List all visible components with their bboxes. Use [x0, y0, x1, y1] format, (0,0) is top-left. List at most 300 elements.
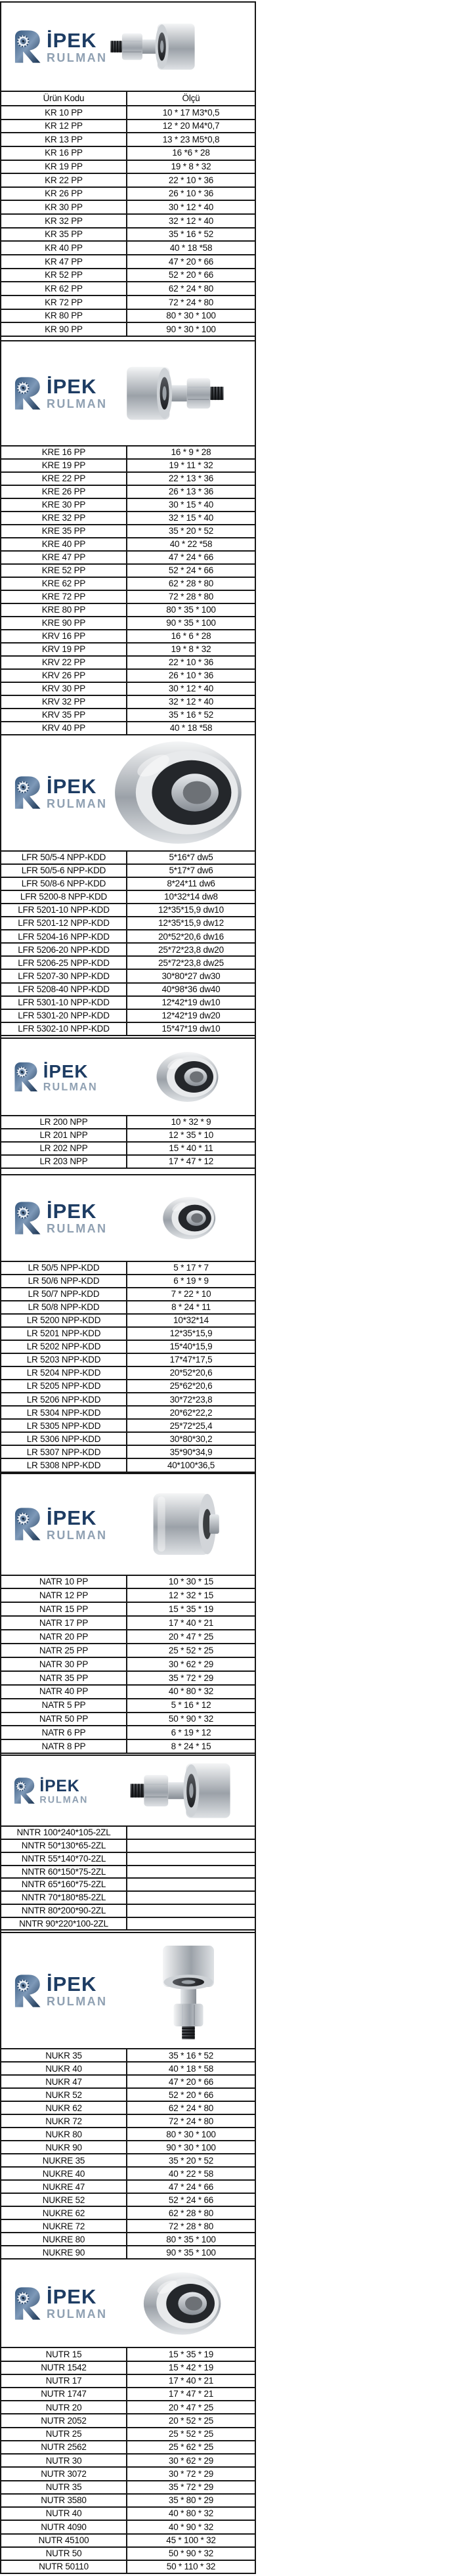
- size-cell: 5*16*7 dw5: [126, 852, 255, 863]
- table-row: [1, 1010, 255, 1023]
- ipek-r-emblem-icon: [12, 1972, 42, 2010]
- size-cell: 19 * 8 * 32: [126, 644, 255, 655]
- table-row: [1, 2495, 255, 2508]
- table-row: [1, 2246, 255, 2259]
- product-code-cell: LFR 5206-25 NPP-KDD: [18, 957, 110, 968]
- product-code-cell: NUTR 3580: [41, 2495, 87, 2506]
- product-code-cell: LR 5304 NPP-KDD: [26, 1407, 101, 1418]
- table-row: [1, 1630, 255, 1644]
- table-row: [1, 1367, 255, 1380]
- size-cell: 12*42*19 dw10: [126, 997, 255, 1009]
- size-cell: 47 * 24 * 66: [126, 2181, 255, 2193]
- size-cell: 17 * 47 * 21: [126, 2388, 255, 2400]
- size-cell: 32 * 12 * 40: [126, 696, 255, 708]
- size-cell: [126, 1918, 255, 1930]
- table-row: [1, 2548, 255, 2561]
- logo-brand-name: İPEK: [47, 1506, 97, 1529]
- table-row: [1, 1407, 255, 1420]
- size-cell: 30 * 72 * 29: [126, 2468, 255, 2479]
- size-cell: 17 * 47 * 12: [126, 1156, 255, 1168]
- table-row: [1, 1879, 255, 1892]
- table-row: [1, 1275, 255, 1288]
- product-code-cell: LFR 50/5-6 NPP-KDD: [21, 865, 106, 876]
- size-cell: 12*35*15,9 dw10: [126, 904, 255, 916]
- size-cell: 40 * 90 * 32: [126, 2521, 255, 2533]
- size-cell: 5 * 16 * 12: [126, 1699, 255, 1712]
- section-natr-pp: [1, 1474, 255, 1757]
- size-cell: 30*80*30,2: [126, 1433, 255, 1445]
- table-row: [1, 865, 255, 878]
- table-row: [1, 878, 255, 891]
- ipek-r-emblem-icon: [12, 1505, 42, 1543]
- size-cell: 12*42*19 dw20: [126, 1010, 255, 1022]
- product-code-cell: NUTR 15: [45, 2349, 82, 2359]
- size-cell: 72 * 24 * 80: [126, 2115, 255, 2127]
- product-code-cell: LFR 5200-8 NPP-KDD: [20, 892, 108, 902]
- product-code-cell: NUTR 35: [45, 2482, 82, 2492]
- size-cell: 25 * 52 * 25: [126, 1644, 255, 1657]
- product-code-cell: KR 52 PP: [45, 270, 83, 280]
- size-cell: [126, 1866, 255, 1878]
- ipek-rulman-logo: [12, 1776, 88, 1806]
- size-cell: 72 * 28 * 80: [126, 2220, 255, 2232]
- table-row: [1, 188, 255, 202]
- table-row: [1, 174, 255, 188]
- ipek-rulman-logo: [12, 1972, 107, 2010]
- size-cell: 5*17*7 dw6: [126, 865, 255, 877]
- product-code-cell: KRV 19 PP: [41, 644, 86, 655]
- product-code-cell: KR 47 PP: [45, 256, 83, 267]
- product-code-cell: LR 50/5 NPP-KDD: [28, 1263, 100, 1273]
- product-code-cell: KR 80 PP: [45, 311, 83, 321]
- product-code-cell: NUTR 3072: [41, 2468, 87, 2479]
- size-cell: 50 * 90 * 32: [126, 1713, 255, 1726]
- size-cell: 22 * 10 * 36: [126, 174, 255, 186]
- table-row: [1, 473, 255, 486]
- product-code-cell: NUKR 62: [45, 2103, 82, 2113]
- table-row: [1, 2220, 255, 2233]
- size-cell: 40 * 80 * 32: [126, 2508, 255, 2520]
- size-cell: 26 * 10 * 36: [126, 188, 255, 200]
- product-code-cell: NATR 50 PP: [39, 1714, 89, 1724]
- heavy-cam-follower-icon: [129, 1759, 234, 1822]
- logo-brand-name: İPEK: [47, 28, 97, 52]
- product-code-cell: LFR 5201-10 NPP-KDD: [18, 905, 110, 915]
- product-code-cell: KR 16 PP: [45, 148, 83, 158]
- size-cell: Ölçü: [126, 92, 255, 105]
- table-row: [1, 310, 255, 324]
- table-row: [1, 944, 255, 957]
- size-cell: 19 * 11 * 32: [126, 460, 255, 471]
- table-row: [1, 1459, 255, 1472]
- size-cell: 25*62*20,6: [126, 1380, 255, 1392]
- table-row: [1, 1341, 255, 1354]
- product-code-cell: LR 50/7 NPP-KDD: [28, 1289, 100, 1299]
- product-code-cell: LFR 5204-16 NPP-KDD: [18, 931, 110, 942]
- size-cell: 35 * 16 * 52: [126, 229, 255, 241]
- table-row: [1, 1892, 255, 1905]
- table-row: [1, 2128, 255, 2141]
- size-cell: [126, 1853, 255, 1865]
- logo-brand-subname: RULMAN: [47, 397, 108, 411]
- section-spacer: [1, 1169, 255, 1175]
- product-code-cell: NUKR 47: [45, 2076, 82, 2087]
- product-code-cell: KRE 16 PP: [41, 447, 86, 458]
- product-code-cell: NUTR 50110: [39, 2562, 89, 2572]
- size-cell: 40 * 80 * 32: [126, 1686, 255, 1698]
- product-code-cell: NATR 10 PP: [39, 1577, 89, 1587]
- table-row: [1, 917, 255, 930]
- product-code-cell: KR 13 PP: [45, 134, 83, 144]
- product-code-cell: NATR 5 PP: [41, 1700, 86, 1711]
- size-cell: 8*24*11 dw6: [126, 878, 255, 890]
- ipek-r-emblem-icon: [12, 1060, 39, 1094]
- size-cell: 72 * 24 * 80: [126, 296, 255, 309]
- product-code-cell: NATR 40 PP: [39, 1686, 89, 1697]
- yoke-track-roller-icon: [142, 2267, 224, 2340]
- table-row: [1, 891, 255, 904]
- product-code-cell: NUTR 30: [45, 2455, 82, 2466]
- product-code-cell: LR 5200 NPP-KDD: [26, 1315, 101, 1326]
- table-row: [1, 2181, 255, 2194]
- v-groove-bearing-icon: [113, 739, 247, 847]
- logo-text: [47, 1974, 107, 2007]
- table-row: [1, 1288, 255, 1301]
- section-nutr: [1, 2259, 255, 2574]
- logo-text: [47, 776, 107, 810]
- product-code-cell: LR 5205 NPP-KDD: [26, 1381, 101, 1391]
- product-code-cell: KRE 32 PP: [41, 513, 86, 523]
- table-row: [1, 1740, 255, 1754]
- size-cell: 47 * 24 * 66: [126, 552, 255, 563]
- product-code-cell: NATR 35 PP: [39, 1672, 89, 1683]
- table-row: [1, 552, 255, 565]
- table-row: [1, 242, 255, 255]
- table-row: [1, 133, 255, 147]
- product-code-cell: NUTR 50: [45, 2548, 82, 2559]
- logo-text: [47, 2286, 107, 2320]
- table-row: [1, 2521, 255, 2534]
- product-code-cell: NUTR 4090: [41, 2521, 87, 2532]
- product-code-cell: NATR 15 PP: [39, 1604, 89, 1615]
- ipek-rulman-logo: [12, 1060, 98, 1094]
- product-code-cell: NUTR 1542: [41, 2362, 87, 2372]
- size-cell: 72 * 28 * 80: [126, 591, 255, 603]
- product-code-cell: LR 200 NPP: [39, 1117, 88, 1127]
- size-cell: 12*35*15,9 dw12: [126, 917, 255, 929]
- size-cell: 35 * 72 * 29: [126, 2481, 255, 2493]
- product-code-cell: NUKR 35: [45, 2050, 82, 2061]
- size-cell: 15*40*15,9: [126, 1341, 255, 1353]
- table-row: [1, 657, 255, 670]
- table-row: [1, 578, 255, 591]
- table-row: [1, 1713, 255, 1727]
- size-cell: 52 * 24 * 66: [126, 2194, 255, 2206]
- product-code-cell: KR 62 PP: [45, 283, 83, 294]
- table-row: [1, 683, 255, 696]
- yoke-roller-icon: [149, 1485, 224, 1563]
- size-cell: 10 * 30 * 15: [126, 1576, 255, 1588]
- product-code-cell: NATR 30 PP: [39, 1659, 89, 1669]
- size-cell: 30 * 12 * 40: [126, 201, 255, 213]
- logo-brand-name: İPEK: [47, 774, 97, 798]
- table-row: [1, 604, 255, 617]
- table-row: [1, 2375, 255, 2388]
- logo-brand-name: İPEK: [47, 1200, 97, 1223]
- table-row: [1, 970, 255, 983]
- size-cell: 62 * 24 * 80: [126, 2102, 255, 2114]
- table-row: [1, 1905, 255, 1918]
- catalog: [0, 1, 256, 2574]
- product-code-cell: NNTR 50*130*65-2ZL: [21, 1841, 106, 1851]
- size-cell: 80 * 30 * 100: [126, 310, 255, 322]
- size-cell: 40*98*36 dw40: [126, 984, 255, 995]
- size-cell: 90 * 30 * 100: [126, 2141, 255, 2153]
- table-row: [1, 1116, 255, 1129]
- table-row: [1, 1699, 255, 1713]
- ipek-rulman-logo: [12, 1199, 107, 1237]
- table-row: [1, 2414, 255, 2428]
- product-code-cell: NUTR 45100: [38, 2535, 89, 2545]
- logo-brand-subname: RULMAN: [47, 797, 108, 810]
- product-code-cell: NUTR 2562: [41, 2442, 87, 2453]
- product-code-cell: NUKR 52: [45, 2089, 82, 2100]
- product-code-cell: KR 90 PP: [45, 324, 83, 334]
- table-row: [1, 2535, 255, 2548]
- size-cell: 30*72*23,8: [126, 1393, 255, 1405]
- product-code-cell: KR 40 PP: [45, 242, 83, 253]
- cam-follower-hex-icon: [110, 10, 198, 83]
- size-cell: 30 * 15 * 40: [126, 499, 255, 511]
- size-cell: 22 * 10 * 36: [126, 657, 255, 668]
- table-row: [1, 1617, 255, 1630]
- table-row: [1, 2362, 255, 2375]
- size-cell: 20 * 47 * 25: [126, 1630, 255, 1643]
- product-code-cell: KR 30 PP: [45, 202, 83, 213]
- table-row: [1, 2076, 255, 2089]
- section-spacer: [1, 337, 255, 341]
- brand-photo-panel: [1, 1175, 255, 1262]
- product-code-cell: KRE 72 PP: [41, 592, 86, 602]
- product-code-cell: NUTR 25: [45, 2429, 82, 2439]
- size-cell: 35 * 72 * 29: [126, 1672, 255, 1684]
- size-cell: 6 * 19 * 12: [126, 1726, 255, 1739]
- product-code-cell: NUKRE 35: [42, 2155, 85, 2166]
- size-cell: 10 * 32 * 9: [126, 1116, 255, 1128]
- size-cell: 30*80*27 dw30: [126, 970, 255, 982]
- product-code-cell: NUKRE 72: [42, 2221, 85, 2231]
- section-lr-npp: [1, 1039, 255, 1175]
- product-code-cell: NATR 17 PP: [39, 1617, 89, 1628]
- table-row: [1, 904, 255, 917]
- product-code-cell: LFR 5302-10 NPP-KDD: [18, 1023, 110, 1034]
- product-code-cell: LR 201 NPP: [39, 1130, 88, 1141]
- section-kre-krv-pp: [1, 341, 255, 735]
- size-cell: 17*47*17,5: [126, 1354, 255, 1366]
- size-cell: 62 * 28 * 80: [126, 2207, 255, 2219]
- table-row: [1, 460, 255, 473]
- product-code-cell: NUKRE 90: [42, 2247, 85, 2258]
- brand-photo-panel: [1, 1756, 255, 1827]
- size-cell: 15 * 42 * 19: [126, 2362, 255, 2374]
- table-row: [1, 2233, 255, 2246]
- product-table: [1, 1827, 255, 1931]
- size-cell: 80 * 35 * 100: [126, 2233, 255, 2245]
- logo-brand-name: İPEK: [43, 1060, 89, 1081]
- size-cell: 6 * 19 * 9: [126, 1275, 255, 1287]
- table-row: [1, 1672, 255, 1686]
- size-cell: 12 * 32 * 15: [126, 1589, 255, 1602]
- size-cell: 30 * 12 * 40: [126, 683, 255, 695]
- logo-text: [47, 1201, 107, 1234]
- table-row: [1, 2115, 255, 2128]
- logo-brand-subname: RULMAN: [47, 1995, 108, 2009]
- product-code-cell: NUTR 1747: [41, 2389, 87, 2399]
- product-code-cell: LR 5305 NPP-KDD: [26, 1420, 101, 1431]
- logo-brand-subname: RULMAN: [47, 1222, 108, 1236]
- ipek-rulman-logo: [12, 28, 107, 66]
- table-row: [1, 1658, 255, 1672]
- table-row: [1, 1589, 255, 1603]
- ipek-r-emblem-icon: [12, 1199, 42, 1237]
- size-cell: 26 * 10 * 36: [126, 670, 255, 682]
- product-code-cell: LFR 50/8-6 NPP-KDD: [21, 879, 106, 889]
- product-code-cell: NUKRE 80: [42, 2234, 85, 2244]
- size-cell: 35 * 16 * 52: [126, 709, 255, 721]
- table-row: [1, 201, 255, 215]
- table-row: [1, 538, 255, 552]
- table-row: [1, 229, 255, 242]
- size-cell: 16 *6 * 28: [126, 147, 255, 160]
- ipek-r-emblem-icon: [12, 374, 42, 412]
- table-row: [1, 591, 255, 604]
- product-code-cell: KRE 52 PP: [41, 565, 86, 576]
- section-nukr-nukre: [1, 1933, 255, 2259]
- product-table: [1, 1116, 255, 1169]
- table-row: [1, 984, 255, 997]
- product-code-cell: KR 72 PP: [45, 297, 83, 307]
- size-cell: 35 * 20 * 52: [126, 2154, 255, 2166]
- product-code-cell: KRV 32 PP: [41, 697, 86, 707]
- size-cell: 80 * 35 * 100: [126, 604, 255, 616]
- table-row: [1, 2388, 255, 2401]
- size-cell: 7 * 22 * 10: [126, 1288, 255, 1300]
- product-code-cell: KRE 62 PP: [41, 579, 86, 589]
- table-row: [1, 852, 255, 865]
- table-row: [1, 2508, 255, 2521]
- track-roller-bearing-icon: [156, 1045, 221, 1108]
- size-cell: 30 * 62 * 29: [126, 2455, 255, 2466]
- product-code-cell: KRE 35 PP: [41, 526, 86, 536]
- table-row: [1, 2141, 255, 2154]
- size-cell: 52 * 24 * 66: [126, 565, 255, 577]
- product-code-cell: NNTR 80*200*90-2ZL: [21, 1905, 106, 1915]
- product-code-cell: KRV 30 PP: [41, 684, 86, 694]
- table-row: [1, 2401, 255, 2414]
- product-code-cell: KRV 26 PP: [41, 670, 86, 681]
- table-row: [1, 296, 255, 310]
- size-cell: 40 * 18 * 58: [126, 2063, 255, 2074]
- product-code-cell: NNTR 100*240*105-2ZL: [16, 1827, 111, 1838]
- table-row: [1, 1143, 255, 1156]
- size-cell: 40*100*36,5: [126, 1459, 255, 1471]
- table-row: [1, 1644, 255, 1658]
- table-row: [1, 1686, 255, 1699]
- size-cell: 20*52*20,6: [126, 1367, 255, 1379]
- size-cell: 13 * 23 M5*0,8: [126, 133, 255, 146]
- table-row: [1, 1023, 255, 1036]
- size-cell: 40 * 18 *58: [126, 722, 255, 734]
- product-code-cell: LR 5203 NPP-KDD: [26, 1355, 101, 1365]
- table-row: [1, 106, 255, 120]
- product-code-cell: LR 5204 NPP-KDD: [26, 1368, 101, 1378]
- product-code-cell: LFR 5301-10 NPP-KDD: [18, 997, 110, 1007]
- size-cell: 10*32*14: [126, 1315, 255, 1326]
- size-cell: 25 * 52 * 25: [126, 2428, 255, 2440]
- ipek-r-emblem-icon: [12, 774, 42, 812]
- size-cell: 45 * 100 * 32: [126, 2535, 255, 2546]
- size-cell: 80 * 30 * 100: [126, 2128, 255, 2140]
- table-row: [1, 2468, 255, 2481]
- size-cell: 32 * 12 * 40: [126, 215, 255, 227]
- table-row: [1, 709, 255, 722]
- size-cell: 35*90*34,9: [126, 1446, 255, 1458]
- product-code-cell: KRE 47 PP: [41, 552, 86, 563]
- sealed-track-roller-icon: [162, 1190, 218, 1246]
- section-lr-npp-kdd: [1, 1175, 255, 1474]
- stud-cam-follower-icon: [138, 1942, 240, 2040]
- product-table: [1, 2049, 255, 2259]
- size-cell: 12 * 35 * 10: [126, 1129, 255, 1141]
- table-row: [1, 2102, 255, 2115]
- size-cell: 15 * 35 * 19: [126, 2348, 255, 2360]
- size-cell: 25*72*23,8 dw25: [126, 957, 255, 969]
- product-code-cell: NUTR 40: [45, 2508, 82, 2519]
- size-cell: [126, 1827, 255, 1839]
- ipek-rulman-logo: [12, 2284, 107, 2323]
- table-row: [1, 2441, 255, 2455]
- product-code-cell: KRE 19 PP: [41, 460, 86, 471]
- table-row: [1, 1433, 255, 1446]
- product-code-cell: NUKR 40: [45, 2063, 82, 2074]
- product-code-cell: KR 12 PP: [45, 121, 83, 131]
- logo-text: [39, 1778, 88, 1804]
- table-row: [1, 255, 255, 269]
- product-code-cell: LR 5201 NPP-KDD: [26, 1328, 101, 1339]
- brand-photo-panel: [1, 341, 255, 447]
- table-row: [1, 1918, 255, 1931]
- table-row: [1, 722, 255, 735]
- product-code-cell: KRV 40 PP: [41, 723, 86, 733]
- table-row: [1, 323, 255, 337]
- product-code-cell: NATR 6 PP: [41, 1728, 86, 1738]
- size-cell: 20 * 52 * 25: [126, 2414, 255, 2426]
- ipek-rulman-logo: [12, 1505, 107, 1543]
- table-row: [1, 696, 255, 709]
- product-code-cell: NNTR 70*180*85-2ZL: [21, 1892, 106, 1903]
- product-code-cell: LFR 5207-30 NPP-KDD: [18, 971, 110, 981]
- size-cell: 90 * 30 * 100: [126, 323, 255, 336]
- logo-brand-name: İPEK: [39, 1776, 80, 1795]
- size-cell: [126, 1840, 255, 1852]
- product-code-cell: NATR 20 PP: [39, 1631, 89, 1642]
- brand-photo-panel: [1, 735, 255, 852]
- product-code-cell: NUTR 20: [45, 2402, 82, 2412]
- size-cell: 20 * 47 * 25: [126, 2401, 255, 2413]
- product-code-cell: NNTR 55*140*70-2ZL: [21, 1853, 106, 1864]
- size-cell: 25 * 62 * 25: [126, 2441, 255, 2453]
- logo-text: [43, 1062, 98, 1092]
